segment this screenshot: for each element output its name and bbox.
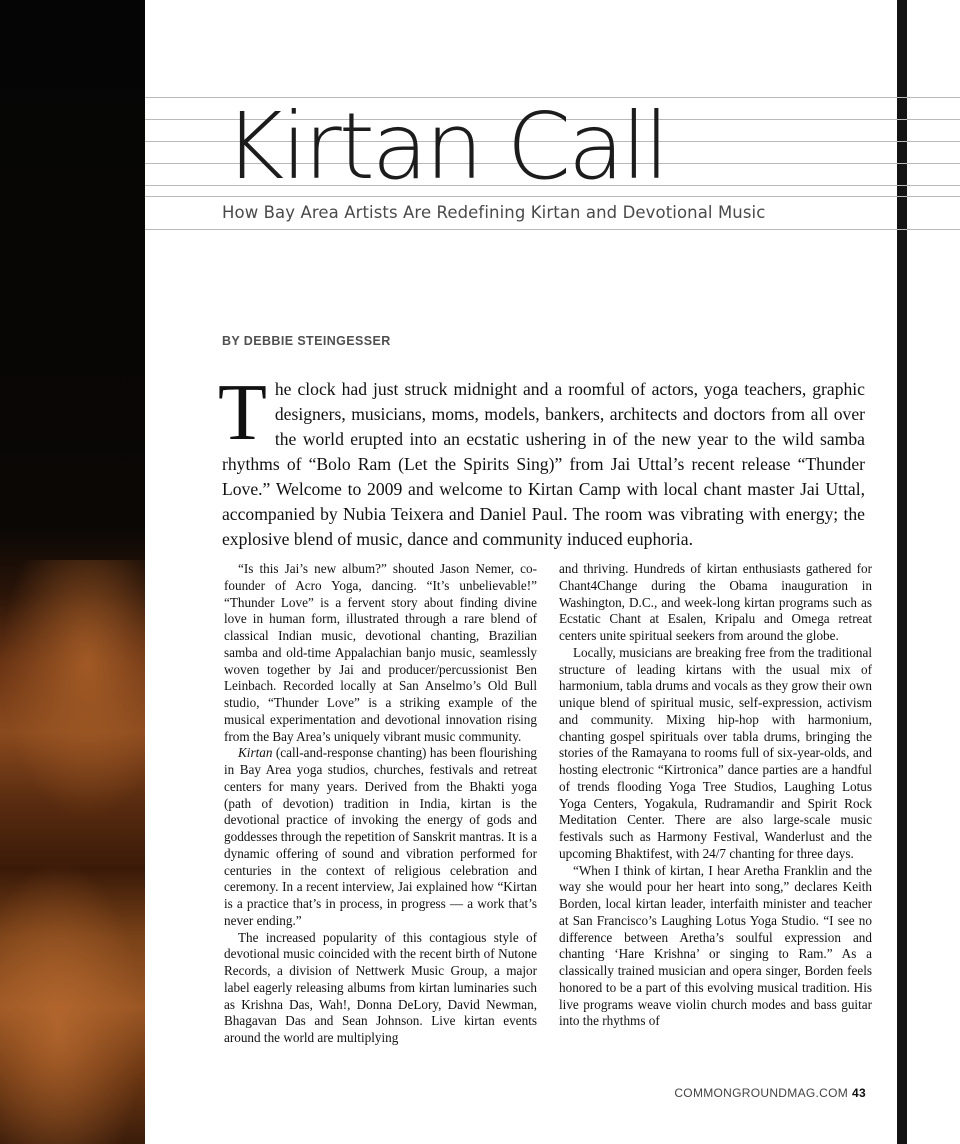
body-paragraph: and thriving. Hundreds of kirtan enthusiasts gathered for Chant4Change during the Obama inauguration in Washington, D.C., and week-long kirtan programs such as Ecstatic Chant at Esalen, Kripalu and Omega retreat centers unite spiritual seekers from around the globe. <box>559 561 872 643</box>
body-paragraph: “Is this Jai’s new album?” shouted Jason Nemer, co-founder of Acro Yoga, dancing. “It’s unbelievable!” “Thunder Love” is a fervent story about finding divine love in human form, illustrated through a rare blend of classical Indian music, devotional chanting, Brazilian samba and old-time Appalachian banjo music, seamlessly woven together by Jai and producer/percussionist Ben Leinbach. Recorded locally at San Anselmo’s Old Bull studio, “Thunder Love” is a striking example of the musical experimentation and devotional innovation rising from the Bay Area’s uniquely vibrant music community. <box>224 561 537 744</box>
body-column-left <box>224 561 537 1047</box>
body-paragraph: “When I think of kirtan, I hear Aretha Franklin and the way she would pour her heart into song,” declares Keith Borden, local kirtan leader, interfaith minister and teacher at San Francisco’s Laughing Lotus Yoga Studio. “I see no difference between Aretha’s soulful expression and chanting ‘Hare Krishna’ or singing to Ram.” As a classically trained musician and opera singer, Borden feels honored to be a part of this evolving musical tradition. His live programs weave violin church modes and bass guitar into the rhythms of <box>559 862 872 1029</box>
page-footer <box>674 1086 866 1100</box>
article-subtitle: How Bay Area Artists Are Redefining Kirtan and Devotional Music <box>222 203 766 222</box>
body-paragraph: Locally, musicians are breaking free from the traditional structure of leading kirtans with the usual mix of harmonium, tabla drums and vocals as they grow their own unique blend of spiritual music, self-expression, activism and community. Mixing hip-hop with harmonium, chanting gospel spirituals over tabla drums, bringing the stories of the Ramayana to rooms full of six-year-olds, and hosting electronic “Kirtronica” dance parties are a handful of trends flooding Yoga Tree Studios, Laughing Lotus Yoga Centers, Yogakula, Rudramandir and Spirit Rock Meditation Center. There are also large-scale music festivals such as Harmony Festival, Wanderlust and the upcoming Bhaktifest, with 24/7 chanting for three days. <box>559 644 872 861</box>
italic-term: Kirtan <box>238 745 273 761</box>
left-photo-panel <box>0 0 145 1144</box>
body-paragraph <box>224 745 537 929</box>
photo-detail <box>0 860 145 1144</box>
body-column-right <box>559 561 872 1030</box>
right-edge-bar <box>897 0 907 1144</box>
page-number: 43 <box>852 1086 866 1100</box>
staff-line <box>145 229 960 230</box>
lead-text: he clock had just struck midnight and a roomful of actors, yoga teachers, graphic designers, musicians, moms, models, bankers, architects and doctors from all over the world erupted into an ecstatic ushering in of the new year to the wild samba rhythms of “Bolo Ram (Let the Spirits Sing)” from Jai Uttal’s recent release “Thunder Love.” Welcome to 2009 and welcome to Kirtan Camp with local chant master Jai Uttal, accompanied by Nubia Teixera and Daniel Paul. The room was vibrating with energy; the explosive blend of music, dance and community induced euphoria. <box>222 379 865 549</box>
byline: BY DEBBIE STEINGESSER <box>222 334 391 348</box>
footer-site-link[interactable]: COMMONGROUNDMAG.COM <box>674 1086 849 1100</box>
photo-detail <box>0 560 145 820</box>
drop-cap: T <box>218 369 267 457</box>
body-paragraph-text: (call-and-response chanting) has been flourishing in Bay Area yoga studios, churches, festivals and retreat centers for many years. Derived from the Bhakti yoga (path of devotion) tradition in India, kirtan is the devotional practice of invoking the energy of gods and goddesses through the repetition of Sanskrit mantras. It is a dynamic offering of sound and vibration performed for centuries in the context of religious celebration and ceremony. In a recent interview, Jai explained how “Kirtan is a practice that’s in process, in progress — a work that’s never ending.” <box>224 745 538 928</box>
body-paragraph: The increased popularity of this contagious style of devotional music coincided with the recent birth of Nutone Records, a division of Nettwerk Music Group, a major label eagerly releasing albums from kirtan luminaries such as Krishna Das, Wah!, Donna DeLory, David Newman, Bhagavan Das and Sean Johnson. Live kirtan events around the world are multiplying <box>224 929 537 1045</box>
lead-paragraph <box>218 369 865 552</box>
article-title: Kirtan Call <box>224 93 667 200</box>
